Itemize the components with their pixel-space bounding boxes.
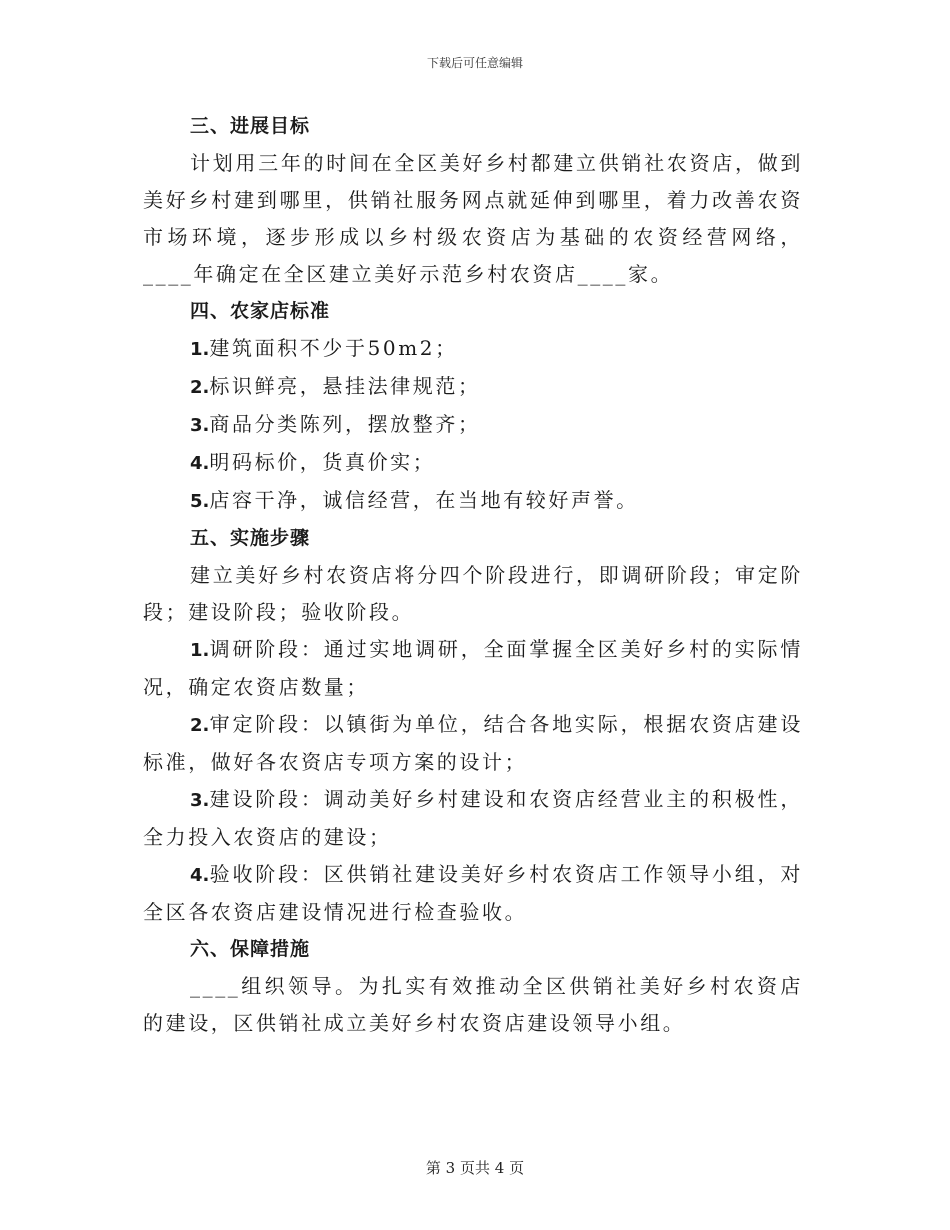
list-number: 5. (190, 491, 210, 512)
paragraph-implementation-intro: 建立美好乡村农资店将分四个阶段进行，即调研阶段；审定阶段；建设阶段；验收阶段。 (143, 563, 803, 624)
list-item-text: 店容干净，诚信经营，在当地有较好声誉。 (209, 488, 639, 512)
step-number: 1. (190, 640, 210, 661)
step-item (143, 856, 803, 931)
section-heading-store-standards: 四、农家店标准 (190, 300, 331, 322)
step-text: 审定阶段：以镇街为单位，结合各地实际，根据农资店建设标准，做好各农资店专项方案的设计； (143, 712, 803, 774)
paragraph-progress-goals: 计划用三年的时间在全区美好乡村都建立供销社农资店，做到美好乡村建到哪里，供销社服务网点就延伸到哪里，着力改善农资市场环境，逐步形成以乡村级农资店为基础的农资经营网络，____年确定在全区建立美好示范乡村农资店____家。 (143, 151, 803, 286)
list-number: 1. (190, 339, 210, 360)
step-item (143, 706, 803, 781)
list-item-text: 商品分类陈列，摆放整齐； (209, 412, 481, 436)
page-header: 下载后可任意编辑 (426, 56, 523, 70)
list-number: 2. (190, 377, 210, 398)
section-heading-safeguard-measures: 六、保障措施 (190, 938, 311, 960)
document-body (143, 108, 803, 1042)
section-heading-progress-goals: 三、进展目标 (190, 115, 311, 137)
list-item-text: 建筑面积不少于50m2； (209, 336, 458, 360)
paragraph-safeguard-measures: ____组织领导。为扎实有效推动全区供销社美好乡村农资店的建设，区供销社成立美好乡村农资店建设领导小组。 (143, 974, 803, 1035)
step-text: 调研阶段：通过实地调研，全面掌握全区美好乡村的实际情况，确定农资店数量； (143, 637, 803, 699)
list-item (143, 444, 803, 482)
list-item (143, 368, 803, 406)
list-item (143, 330, 803, 368)
step-text: 验收阶段：区供销社建设美好乡村农资店工作领导小组，对全区各农资店建设情况进行检查验收。 (143, 862, 803, 924)
list-item-text: 标识鲜亮，悬挂法律规范； (209, 374, 481, 398)
section-heading-implementation-steps: 五、实施步骤 (190, 527, 311, 549)
list-number: 3. (190, 415, 210, 436)
step-item (143, 631, 803, 706)
list-number: 4. (190, 453, 210, 474)
step-item (143, 781, 803, 856)
step-number: 2. (190, 715, 210, 736)
list-item (143, 406, 803, 444)
step-text: 建设阶段：调动美好乡村建设和农资店经营业主的积极性，全力投入农资店的建设； (143, 787, 803, 849)
list-item-text: 明码标价，货真价实； (209, 450, 436, 474)
step-number: 3. (190, 790, 210, 811)
page-footer: 第 3 页共 4 页 (425, 1159, 525, 1177)
step-number: 4. (190, 865, 210, 886)
list-item (143, 482, 803, 520)
